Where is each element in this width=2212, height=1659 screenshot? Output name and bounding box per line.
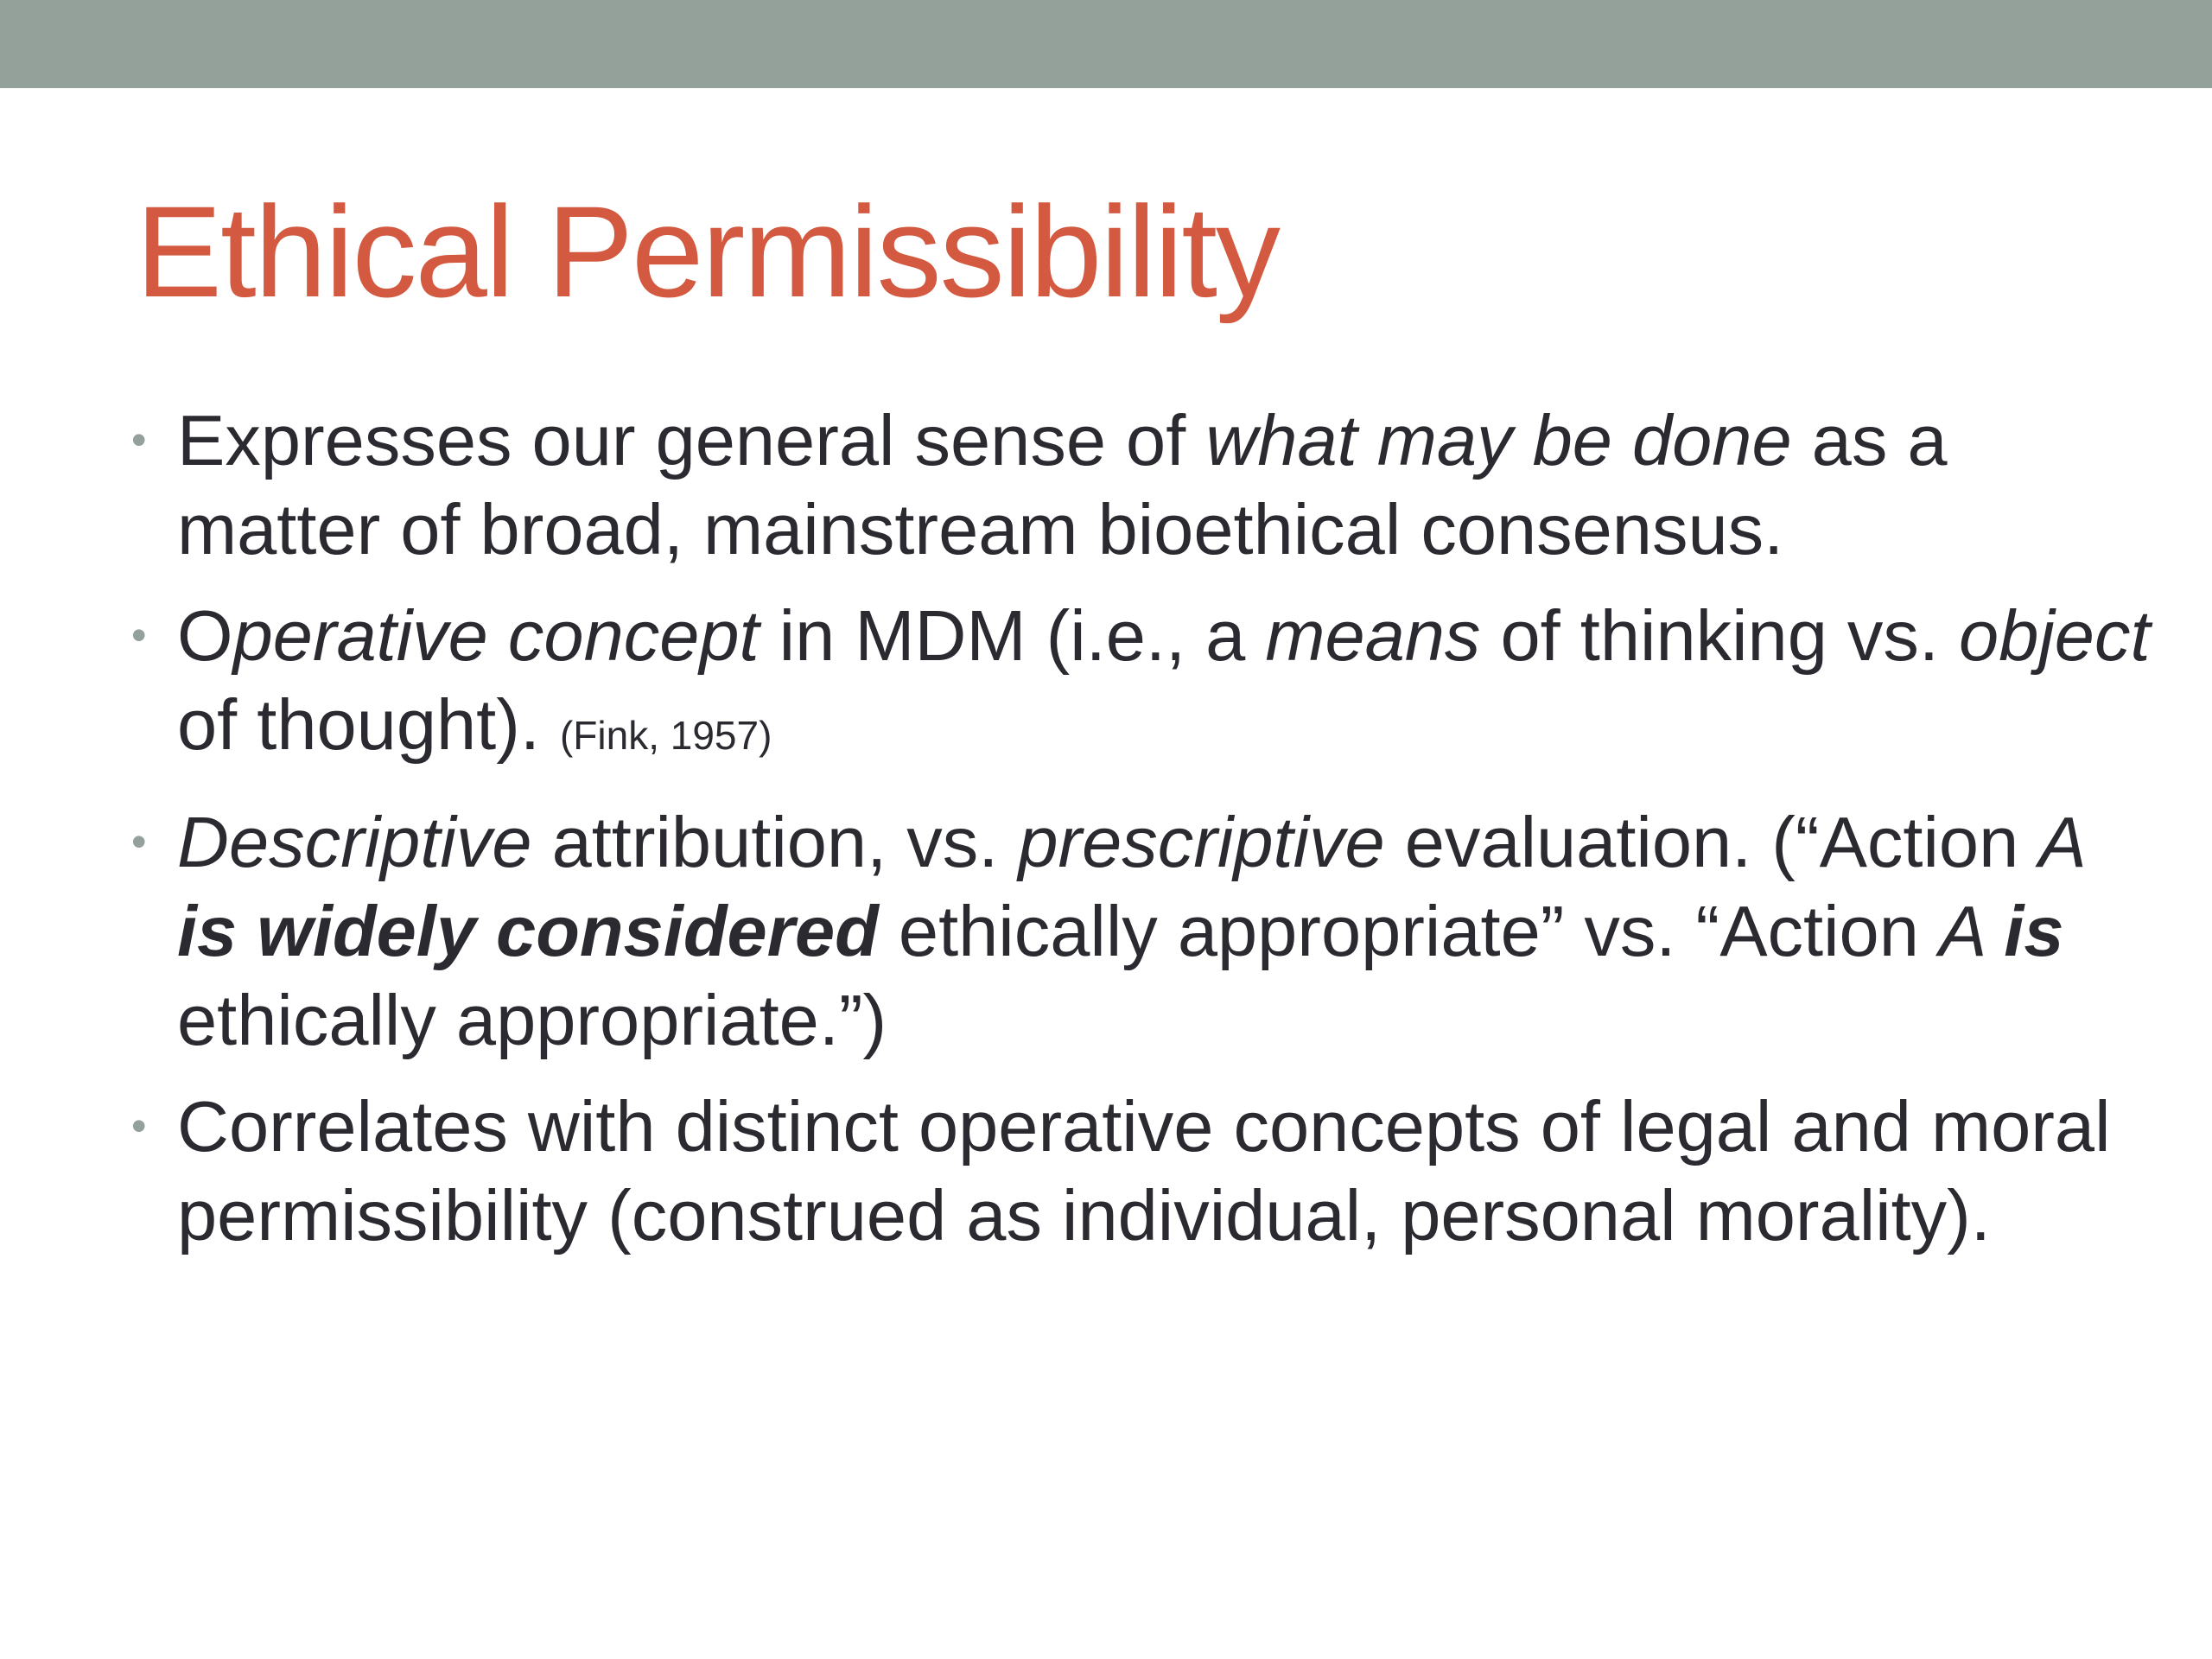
bullet-strong-emphasis: is <box>2004 891 2064 971</box>
bullet-item-1 <box>131 396 2156 574</box>
bullet-emphasis: what may be done <box>1205 400 1792 480</box>
top-accent-bar <box>0 0 2212 88</box>
bullet-strong-emphasis: is widely considered <box>177 891 879 971</box>
bullet-item-2 <box>131 591 2156 780</box>
bullet-emphasis: Descriptive <box>177 802 532 882</box>
bullet-text: Expresses our general sense of <box>177 400 1206 480</box>
bullet-text: of thought). <box>177 684 560 765</box>
bullet-text: Correlates with distinct operative concepts of legal and moral permissibility (construed as individual, personal morality). <box>177 1086 2111 1255</box>
bullet-item-3 <box>131 798 2156 1065</box>
bullet-marker-icon: • <box>131 1102 147 1150</box>
bullet-list <box>131 396 2156 1277</box>
bullet-emphasis: object <box>1959 595 2151 676</box>
bullet-item-4 <box>131 1082 2156 1260</box>
bullet-text: evaluation. (“Action <box>1384 802 2039 882</box>
bullet-marker-icon: • <box>131 611 147 659</box>
bullet-text: ethically appropriate.”) <box>177 980 887 1060</box>
bullet-emphasis: means <box>1265 595 1481 676</box>
bullet-emphasis: A <box>2038 802 2084 882</box>
bullet-marker-icon: • <box>131 416 147 464</box>
bullet-emphasis: perative concept <box>232 595 760 676</box>
bullet-text: O <box>177 595 233 676</box>
slide-title: Ethical Permissibility <box>136 179 1279 324</box>
citation: (Fink, 1957) <box>559 713 772 758</box>
bullet-text: of thinking vs. <box>1480 595 1960 676</box>
bullet-emphasis: prescriptive <box>1018 802 1385 882</box>
bullet-text: in MDM (i.e., a <box>759 595 1266 676</box>
bullet-marker-icon: • <box>131 817 147 866</box>
bullet-text: attribution, vs. <box>531 802 1019 882</box>
bullet-emphasis: A <box>1938 891 2005 971</box>
bullet-text: as a matter of broad, mainstream bioethical consensus. <box>177 400 1948 569</box>
bullet-text: ethically appropriate” vs. “Action <box>878 891 1939 971</box>
